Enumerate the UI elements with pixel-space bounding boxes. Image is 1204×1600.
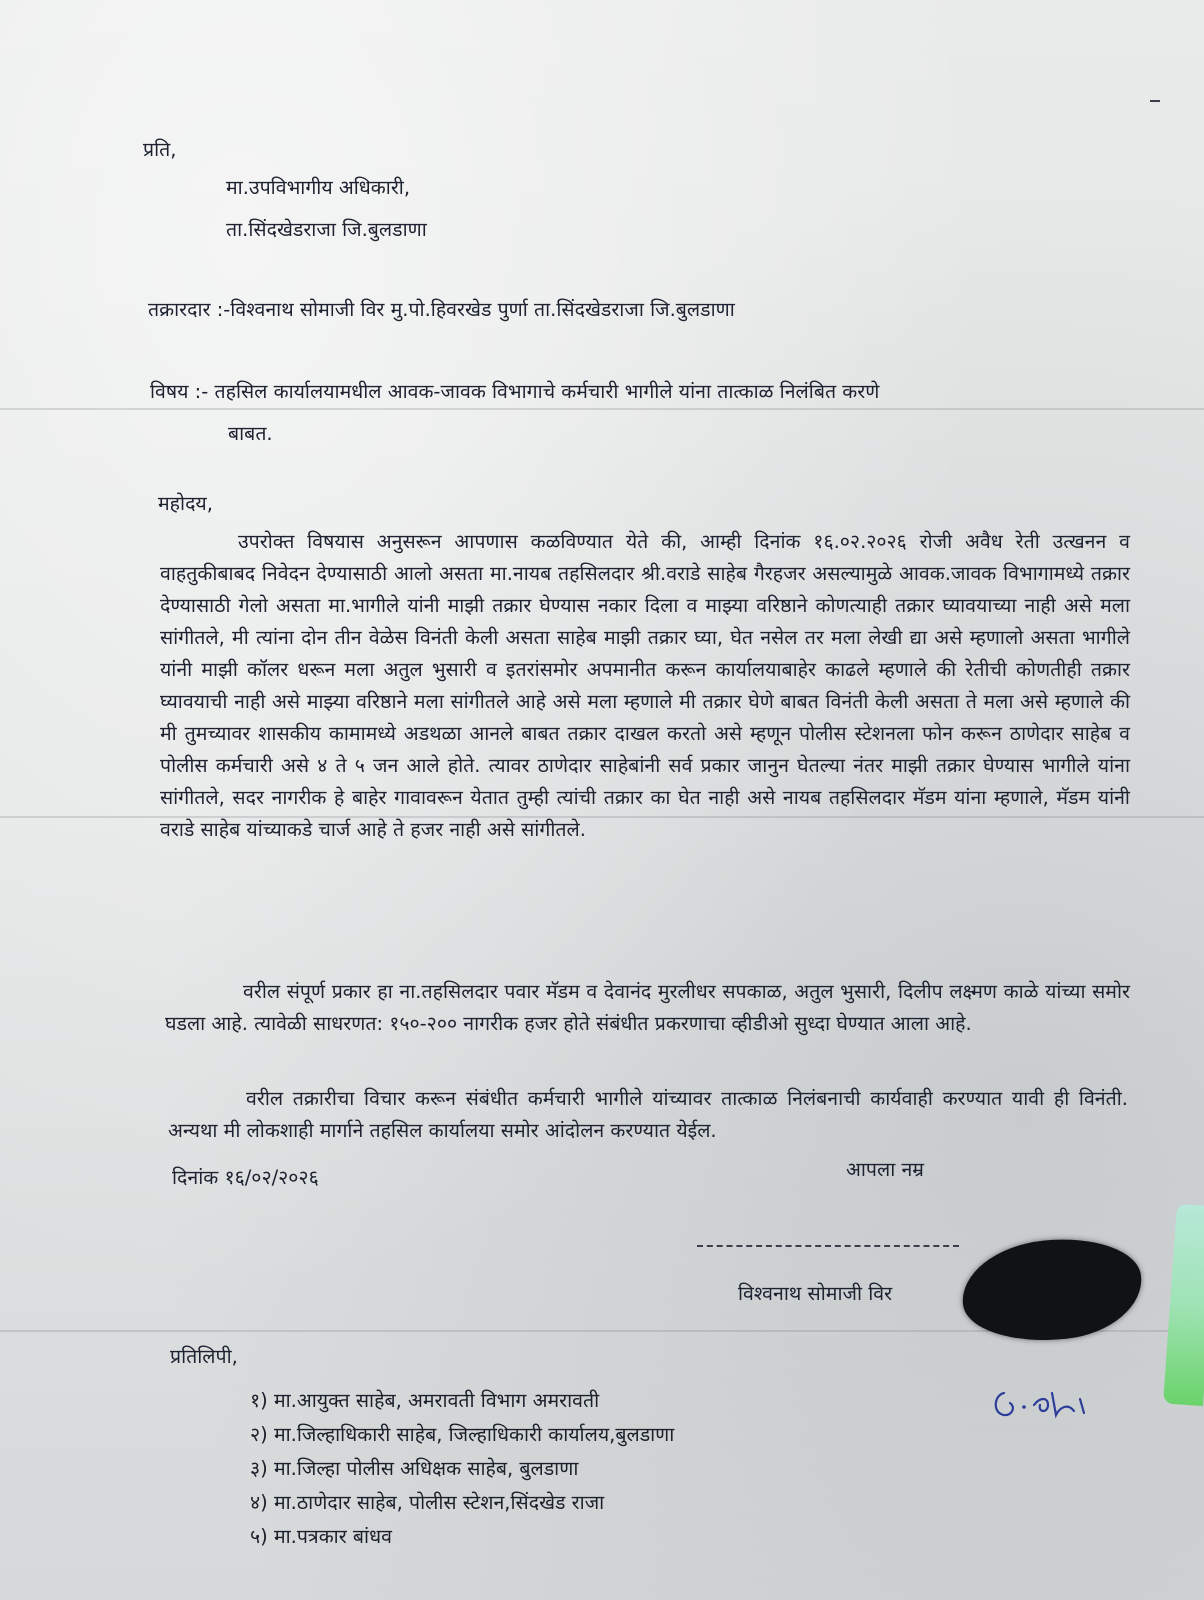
complainant-line: तक्रारदार :-विश्वनाथ सोमाजी विर मु.पो.हिवरखेड पुर्णा ता.सिंदखेडराजा जि.बुलडाणा [148, 298, 735, 321]
signature-line [697, 1245, 959, 1247]
cc-heading: प्रतिलिपी, [170, 1345, 238, 1368]
subject-line-1: विषय :- तहसिल कार्यालयामधील आवक-जावक विभागाचे कर्मचारी भागीले यांना तात्काळ निलंबित करणे [150, 380, 880, 403]
cc-item: १) मा.आयुक्त साहेब, अमरावती विभाग अमरावती [250, 1389, 600, 1412]
addressee-line-2: ता.सिंदखेडराजा जि.बुलडाणा [226, 218, 427, 241]
body-paragraph-3-text: वरील तक्रारीचा विचार करून संबंधीत कर्मचारी भागीले यांच्यावर तात्काळ निलंबनाची कार्यवाही करण्यात यावी ही विनंती. अन्यथा मी लोकशाही मार्गाने तहसिल कार्यालया समोर आंदोलन करण्यात येईल. [168, 1087, 1128, 1142]
letter-date: दिनांक १६/०२/२०२६ [172, 1166, 319, 1189]
closing-phrase: आपला नम्र [846, 1158, 924, 1181]
addressee-line-1: मा.उपविभागीय अधिकारी, [226, 176, 411, 199]
scan-mark [1150, 100, 1160, 102]
body-paragraph-1 [160, 526, 1130, 846]
body-paragraph-2-text: वरील संपूर्ण प्रकार हा ना.तहसिलदार पवार मॅडम व देवानंद मुरलीधर सपकाळ, अतुल भुसारी, दिलीप लक्ष्मण काळे यांच्या समोर घडला आहे. त्यावेळी साधरणत: १५०-२०० नागरीक हजर होते संबंधीत प्रकरणाचा व्हीडीओ सुध्दा घेण्यात आला आहे. [165, 980, 1130, 1035]
greeting: महोदय, [158, 492, 213, 515]
handwritten-initials-icon [990, 1385, 1100, 1425]
body-paragraph-2 [165, 976, 1130, 1040]
sticky-note-edge [1163, 1204, 1204, 1406]
cc-item: ४) मा.ठाणेदार साहेब, पोलीस स्टेशन,सिंदखेड राजा [250, 1491, 605, 1514]
cc-item: ३) मा.जिल्हा पोलीस अधिक्षक साहेब, बुलडाणा [250, 1457, 579, 1480]
subject-line-2: बाबत. [228, 422, 273, 445]
body-paragraph-3 [168, 1083, 1128, 1147]
cc-list [250, 1384, 674, 1554]
cc-item: ५) मा.पत्रकार बांधव [250, 1525, 392, 1548]
cc-item: २) मा.जिल्हाधिकारी साहेब, जिल्हाधिकारी कार्यालय,बुलडाणा [250, 1423, 675, 1446]
paper-fold-line [0, 408, 1204, 410]
body-paragraph-1-text: उपरोक्त विषयास अनुसरून आपणास कळविण्यात येते की, आम्ही दिनांक १६.०२.२०२६ रोजी अवैध रेती उत्खनन व वाहतुकीबाबद निवेदन देण्यासाठी आलो असता मा.नायब तहसिलदार श्री.वराडे साहेब गैरहजर असल्यामुळे आवक.जावक विभागामध्ये तक्रार देण्यासाठी गेलो असता मा.भागीले यांनी माझी तक्रार घेण्यास नकार दिला व माझ्या वरिष्ठाने कोणत्याही तक्रार घ्यावयाच्या नाही असे मला सांगीतले, मी त्यांना दोन तीन वेळेस विनंती केली असता साहेब माझी तक्रार घ्या, घेत नसेल तर मला लेखी द्या असे म्हणालो असता भागीले यांनी माझी कॉलर धरून मला अतुल भुसारी व इतरांसमोर अपमानीत करून कार्यालयाबाहेर काढले म्हणाले की रेतीची कोणतीही तक्रार घ्यावयाची नाही असे माझ्या वरिष्ठाने मला सांगीतले आहे असे मला म्हणाले मी तक्रार घेणे बाबत विनंती केली असता ते मला असे म्हणाले की मी तुमच्यावर शासकीय कामामध्ये अडथळा आनले बाबत तक्रार दाखल करतो असे म्हणून पोलीस स्टेशनला फोन करून ठाणेदार साहेब व पोलीस कर्मचारी असे ४ ते ५ जन आले होते. त्यावर ठाणेदार साहेबांनी सर्व प्रकार जानुन घेतल्या नंतर माझी तक्रार घेण्यास भागीले यांना सांगीतले, सदर नागरीक हे बाहेर गावावरून येतात तुम्ही त्यांची तक्रार का घेत नाही असे नायब तहसिलदार मॅडम यांना म्हणाले, मॅडम यांनी वराडे साहेब यांच्याकडे चार्ज आहे ते हजर नाही असे सांगीतले. [160, 530, 1130, 841]
signer-name: विश्वनाथ सोमाजी विर [738, 1282, 893, 1305]
addressee-salutation: प्रति, [143, 138, 177, 161]
